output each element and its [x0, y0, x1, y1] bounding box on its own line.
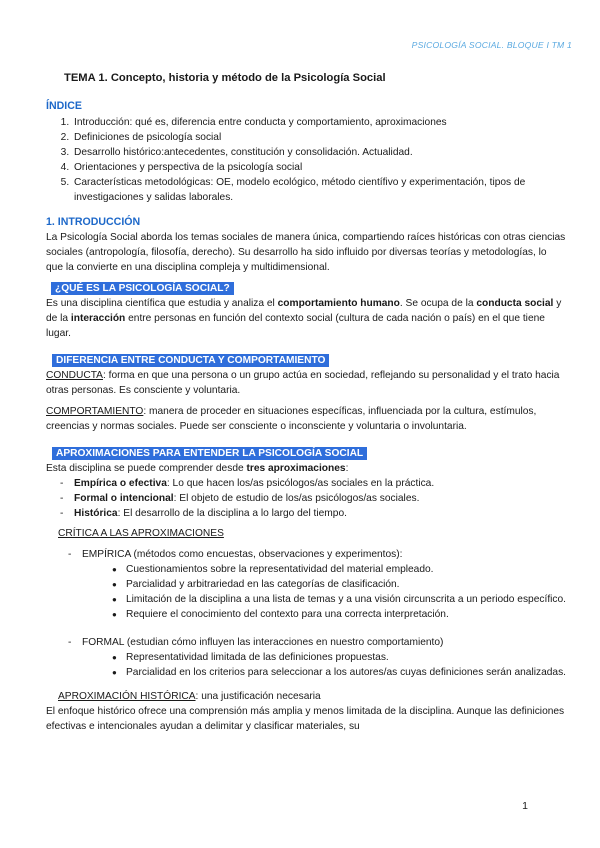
list-item: ● Parcialidad en los criterios para seleccionar a los autores/as cuyas definiciones serán analizadas. [112, 665, 566, 680]
list-item: ● Cuestionamientos sobre la representatividad del material empleado. [112, 562, 566, 577]
intro-heading: 1. INTRODUCCIÓN [46, 216, 141, 228]
list-item: - Histórica: El desarrollo de la disciplina a lo largo del tiempo. [60, 506, 566, 521]
index-item: 5. Características metodológicas: OE, modelo ecológico, método científivo y experimentación, tipos de investigaciones y salidas laborales. [72, 175, 566, 205]
critique-empirica [64, 547, 566, 622]
page-title: TEMA 1. Concepto, historia y método de la Psicología Social [64, 72, 386, 84]
course-header: PSICOLOGÍA SOCIAL. BLOQUE I TM 1 [411, 40, 572, 50]
what-is-heading: ¿QUÉ ES LA PSICOLOGÍA SOCIAL? [51, 282, 234, 295]
historic-paragraph: El enfoque histórico ofrece una comprensión más amplia y menos limitada de la disciplina. Aunque las definiciones efectivas e intencionales ayudan a delimitar y clasificar materiales, su [46, 706, 565, 732]
list-item: ● Parcialidad y arbitrariedad en las categorías de clasificación. [112, 577, 566, 592]
what-is-paragraph: Es una disciplina científica que estudia y analiza el comportamiento humano. Se ocupa de la conducta social y de la interacción entre personas en función del contexto social (cultura de cada nación o país) en el que tiene lugar. [46, 298, 562, 339]
approaches-lead: Esta disciplina se puede comprender desde tres aproximaciones: [46, 463, 349, 474]
list-item: - Empírica o efectiva: Lo que hacen los/as psicólogos/as sociales en la práctica. [60, 476, 566, 491]
intro-section [46, 215, 566, 275]
critique-formal [64, 635, 566, 680]
index-section [46, 99, 566, 205]
index-item: 4. Orientaciones y perspectiva de la psicología social [72, 160, 566, 175]
list-item: ● Limitación de la disciplina a una lista de temas y a una visión circunscrita a un periodo específico. [112, 592, 566, 607]
conducta-definition: CONDUCTA: forma en que una persona o un grupo actúa en sociedad, reflejando su personalidad y el trato hacia otras personas. Es consciente y voluntaria. [46, 370, 560, 396]
historic-heading: APROXIMACIÓN HISTÓRICA: una justificación necesaria [58, 691, 321, 702]
historic-section [46, 689, 566, 734]
empirica-label: - EMPÍRICA (métodos como encuestas, observaciones y experimentos): [64, 547, 566, 562]
document-body [46, 70, 566, 734]
page-number: 1 [522, 800, 528, 812]
approaches-heading: APROXIMACIONES PARA ENTENDER LA PSICOLOGÍA SOCIAL [52, 447, 367, 460]
list-item: ● Requiere el conocimiento del contexto para una correcta interpretación. [112, 607, 566, 622]
intro-paragraph: La Psicología Social aborda los temas sociales de manera única, compartiendo raíces históricas con otras ciencias sociales (antropología, filosofía, derecho). Su desarrollo ha sido influido por diversas teorías y metodologías, lo que la convierte en una disciplina compleja y multidimensional. [46, 232, 566, 273]
comportamiento-definition: COMPORTAMIENTO: manera de proceder en situaciones específicas, influenciada por la cultura, estímulos, creencias y normas sociales. Puede ser consciente o inconsciente y voluntaria o involuntaria. [46, 406, 537, 432]
formal-label: - FORMAL (estudian cómo influyen las interacciones en nuestro comportamiento) [64, 635, 566, 650]
index-item: 3. Desarrollo histórico:antecedentes, constitución y consolidación. Actualidad. [72, 145, 566, 160]
critique-heading: CRÍTICA A LAS APROXIMACIONES [58, 528, 224, 539]
list-item: - Formal o intencional: El objeto de estudio de los/as psicólogos/as sociales. [60, 491, 566, 506]
index-item: 1. Introducción: qué es, diferencia entre conducta y comportamiento, aproximaciones [72, 115, 566, 130]
what-is-section [46, 281, 566, 341]
index-item: 2. Definiciones de psicología social [72, 130, 566, 145]
difference-heading: DIFERENCIA ENTRE CONDUCTA Y COMPORTAMIENTO [52, 354, 329, 367]
empirica-points [64, 562, 566, 622]
difference-section [46, 353, 566, 434]
index-list [46, 115, 566, 205]
index-heading: ÍNDICE [46, 100, 82, 112]
formal-points [64, 650, 566, 680]
approaches-section [46, 446, 566, 521]
approaches-list [46, 476, 566, 521]
list-item: ● Representatividad limitada de las definiciones propuestas. [112, 650, 566, 665]
